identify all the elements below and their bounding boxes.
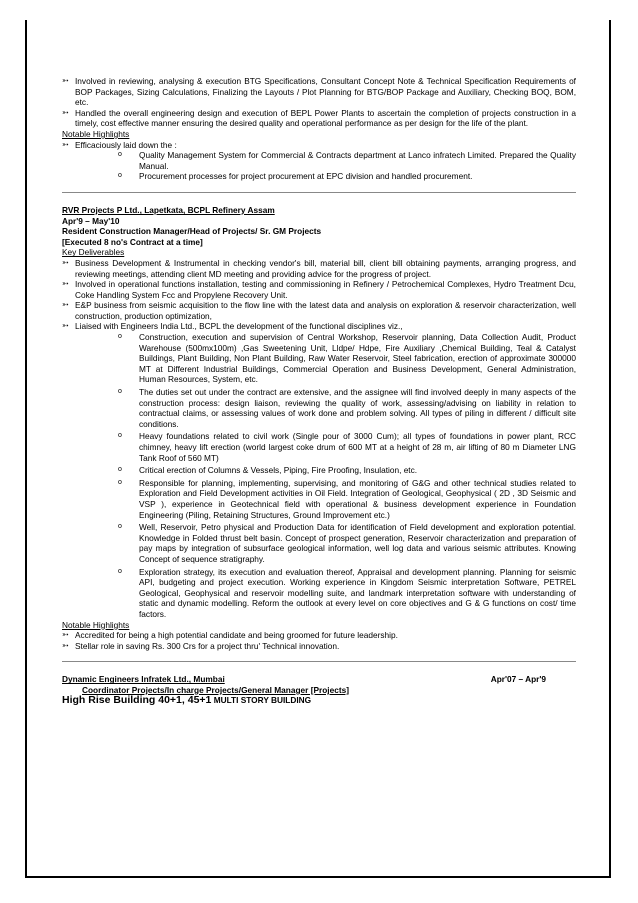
notable-highlights-heading: Notable Highlights: [62, 128, 130, 139]
arrow-bullet-icon: ➳: [62, 76, 69, 85]
circle-bullet-icon: o: [118, 523, 122, 531]
company-name: RVR Projects P Ltd., Lapetkata, BCPL Refinery Assam: [62, 204, 275, 215]
sub-bullet-item: o Well, Reservoir, Petro physical and Production Data for identification of Field development and exploration potential. Knowledge in Folded thrust belt basin. Concept of prospect generation, Reservoir characterization and preparation of pay maps by integration of subsurface geological information, well log data and various seismic attributes. Knowing Concept of sequence stratigraphy.: [118, 522, 576, 564]
sub-bullet-item: o Quality Management System for Commercial & Contracts department at Lanco infratech Limited. Prepared the Quality Manual.: [118, 150, 576, 171]
section-divider: [62, 192, 576, 193]
project-name: High Rise Building 40+1, 45+1: [62, 694, 212, 707]
bullet-item: ➳ Accredited for being a high potential candidate and being groomed for future leadership.: [62, 630, 398, 641]
arrow-bullet-icon: ➳: [62, 257, 69, 267]
sub-bullet-item: o The duties set out under the contract are extensive, and the assignee will find involved deeply in many aspects of the construction process: design liaison, reviewing the quality of work, assessing/advising on liability in relation to contractual claims, or assessing values of work done and problem solving. All types of piling in different / difficult site conditions.: [118, 387, 576, 429]
employment-header: [62, 674, 576, 685]
sub-bullet-item: o Procurement processes for project procurement at EPC division and handled procurement.: [118, 171, 473, 182]
section-divider: [62, 661, 576, 662]
bullet-item: ➳ Involved in reviewing, analysing & execution BTG Specifications, Consultant Concept Note & Technical Specification Requirements of BOP Packages, Sizing Calculations, Finalizing the Layouts / Plot Planning for BTG/BOP Package and Auxiliary, Checking BOQ, BOM, etc.: [62, 76, 576, 108]
sub-bullet-item: o Responsible for planning, implementing, supervising, and monitoring of G&G and other technical studies related to Exploration and Field Development activities in Oil Field. Integration of Geological, Geophysical ( 2D , 3D Seismic and VSP ), experience in Geotechnical field with operational & business development experience in Foundation Engineering (Piling, Retaining Structures, Ground Improvement etc.): [118, 477, 576, 520]
circle-bullet-icon: o: [118, 466, 122, 474]
arrow-bullet-icon: ➳: [62, 279, 69, 289]
company-name: Dynamic Engineers Infratek Ltd., Mumbai: [62, 674, 225, 685]
arrow-bullet-icon: ➳: [62, 640, 69, 650]
bullet-item: ➳ Efficaciously laid down the :: [62, 139, 177, 150]
bullet-item: ➳ Stellar role in saving Rs. 300 Crs for a project thru' Technical innovation.: [62, 640, 340, 651]
circle-bullet-icon: o: [118, 567, 122, 575]
project-type: MULTI STORY BUILDING: [211, 695, 312, 706]
resume-content: [62, 76, 576, 706]
arrow-bullet-icon: ➳: [62, 139, 69, 149]
circle-bullet-icon: o: [118, 432, 122, 440]
contract-note: [Executed 8 no's Contract at a time]: [62, 236, 203, 247]
bullet-item: ➳ Involved in operational functions installation, testing and commissioning in Refinery / Petrochemical Complexes, Hydro Treatment Dcu, Coke Handling System Fcc and Propylene Recovery Unit.: [62, 279, 576, 300]
arrow-bullet-icon: ➳: [62, 630, 69, 640]
circle-bullet-icon: o: [118, 388, 122, 396]
job-title: Resident Construction Manager/Head of Projects/ Sr. GM Projects: [62, 226, 322, 237]
arrow-bullet-icon: ➳: [62, 300, 69, 310]
circle-bullet-icon: o: [118, 333, 122, 341]
arrow-bullet-icon: ➳: [62, 321, 69, 331]
circle-bullet-icon: o: [118, 478, 122, 486]
arrow-bullet-icon: ➳: [62, 107, 69, 117]
bullet-item: ➳ Business Development & Instrumental in checking vendor's bill, material bill, client bill obtaining payments, arranging progress, and reviewing meetings, attending client MD meeting and providing advice for the progress of project.: [62, 257, 576, 279]
circle-bullet-icon: o: [118, 151, 122, 159]
project-heading: [62, 695, 576, 706]
bullet-item: ➳ Liaised with Engineers India Ltd., BCPL the development of the functional disciplines viz.,: [62, 321, 403, 332]
circle-bullet-icon: o: [118, 172, 122, 180]
sub-bullet-item: o Critical erection of Columns & Vessels, Piping, Fire Proofing, Insulation, etc.: [118, 465, 418, 476]
job-title: Coordinator Projects/In charge Projects/General Manager [Projects]: [82, 684, 349, 695]
sub-bullet-item: o Heavy foundations related to civil work (Single pour of 3000 Cum); all types of foundations in power plant, RCC chimney, heavy lift erection (world largest coke drum of 600 MT at a height of 28 m, air lifting of 80 m Diameter LNG Tank Roof of 560 MT): [118, 431, 576, 463]
sub-bullet-item: o Exploration strategy, its execution and evaluation thereof, Appraisal and development planning. Planning for seismic API, budgeting and project execution. Working experience in Kingdom Seismic interpretation Software, PETREL Geological, Geophysical and reservoir modelling suite, and landmark interpretation software with understanding of static and dynamic modelling. Reform the outlook at every level on core objectives and G & G functions on cost/ time factors.: [118, 566, 576, 619]
notable-highlights-heading: Notable Highlights: [62, 619, 130, 630]
employment-period: Apr'9 – May'10: [62, 215, 120, 226]
sub-bullet-item: o Construction, execution and supervision of Central Workshop, Reservoir planning, Data Collection Audit, Product Warehouse (500mx100m) ,Gas Sweetening Unit, Lldpe/ Hdpe, Fire Auxiliary ,Chemical Building, Teal & Catalyst Buildings, Plant Building, Non Plant Building, Raw Water Reservoir, Steel fabrication, erection of approximate 300000 MT at Different Industrial Buildings, Commercial Operation and Business Development, General Administration, Human Resources, System, etc.: [118, 332, 576, 385]
employment-period: Apr'07 – Apr'9: [490, 674, 546, 685]
key-deliverables-heading: Key Deliverables: [62, 247, 125, 258]
bullet-item: ➳ Handled the overall engineering design and execution of BEPL Power Plants to ascertain the completion of projects construction in a timely, cost effective manner ensuring the desired quality and operational performance as per design for the life of the plant.: [62, 107, 576, 129]
bullet-item: ➳ E&P business from seismic acquisition to the flow line with the latest data and analysis on exploration & reservoir characterization, well construction, production optimization,: [62, 300, 576, 321]
